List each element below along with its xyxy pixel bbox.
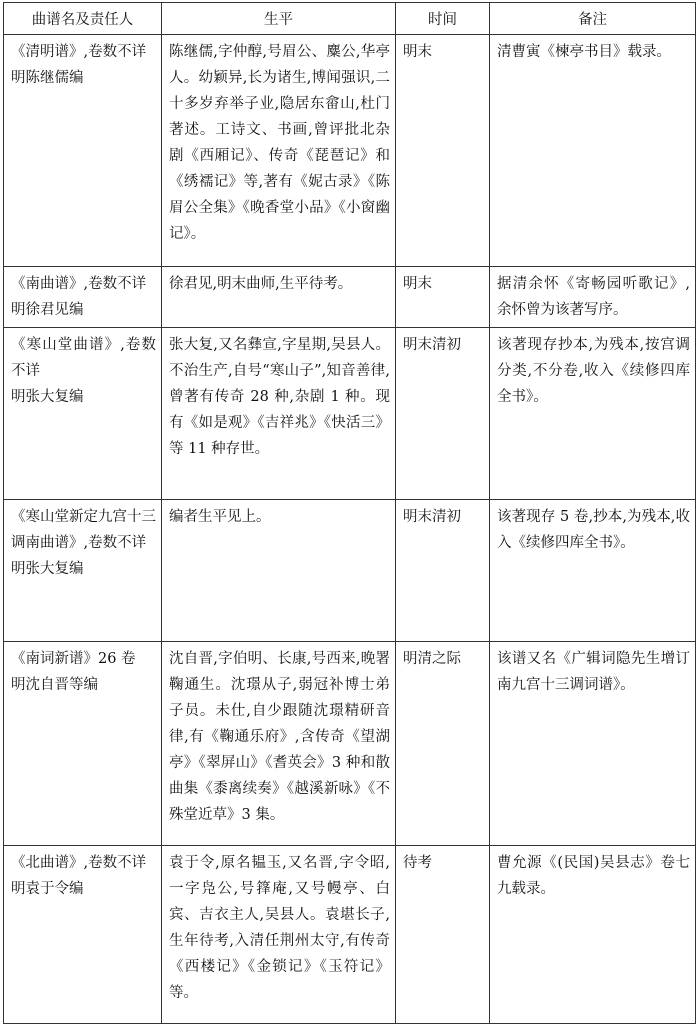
score-editor: 明徐君见编: [11, 302, 84, 318]
cell-time: 明末: [396, 35, 490, 267]
header-row: [4, 3, 696, 35]
cell-name: [4, 846, 162, 1024]
cell-time: 明清之际: [396, 642, 490, 846]
score-editor: 明张大复编: [11, 389, 84, 405]
cell-bio: 沈自晋,字伯明、长康,号西来,晚署鞠通生。沈璟从子,弱冠补博士弟子员。未仕,自少跟随沈璟精研音律,有《鞠通乐府》,含传奇《望湖亭》《翠屏山》《耆英会》3 种和散曲集《黍离续奏》《越溪新咏》《不殊堂近草》3 集。: [162, 642, 396, 846]
score-title: 《南词新谱》26 卷: [11, 651, 136, 667]
score-title: 《北曲谱》,卷数不详: [11, 855, 147, 871]
header-name: 曲谱名及责任人: [4, 3, 162, 35]
header-note: 备注: [490, 3, 696, 35]
score-editor: 明袁于令编: [11, 881, 84, 897]
genealogy-table: [3, 2, 696, 1024]
table-row: [4, 846, 696, 1024]
score-editor: 明沈自晋等编: [11, 677, 98, 693]
cell-note: 该谱又名《广辑词隐先生增订南九宫十三调词谱》。: [490, 642, 696, 846]
score-title: 《南曲谱》,卷数不详: [11, 276, 147, 292]
table-row: [4, 35, 696, 267]
score-title: 《清明谱》,卷数不详: [11, 44, 147, 60]
cell-bio: 编者生平见上。: [162, 500, 396, 642]
cell-note: 据清余怀《寄畅园听歌记》,余怀曾为该著写序。: [490, 267, 696, 328]
table-row: [4, 267, 696, 328]
cell-bio: 徐君见,明末曲师,生平待考。: [162, 267, 396, 328]
cell-name: [4, 642, 162, 846]
cell-time: 待考: [396, 846, 490, 1024]
table-row: [4, 328, 696, 500]
cell-bio: 张大复,又名彝宣,字星期,吴县人。不治生产,自号“寒山子”,知音善律,曾著有传奇 28 种,杂剧 1 种。现有《如是观》《吉祥兆》《快活三》等 11 种存世。: [162, 328, 396, 500]
cell-name: [4, 35, 162, 267]
table-row: [4, 500, 696, 642]
cell-note: 曹允源《(民国)吴县志》卷七九载录。: [490, 846, 696, 1024]
cell-name: [4, 328, 162, 500]
header-bio: 生平: [162, 3, 396, 35]
cell-bio: 陈继儒,字仲醇,号眉公、麋公,华亭人。幼颖异,长为诸生,博闻强识,二十多岁弃举子业,隐居东畲山,杜门著述。工诗文、书画,曾评批北杂剧《西厢记》、传奇《琵琶记》和《绣襦记》等,著有《妮古录》《陈眉公全集》《晚香堂小品》《小窗幽记》。: [162, 35, 396, 267]
header-time: 时间: [396, 3, 490, 35]
cell-time: 明末清初: [396, 328, 490, 500]
cell-time: 明末清初: [396, 500, 490, 642]
cell-name: [4, 267, 162, 328]
score-editor: 明陈继儒编: [11, 70, 84, 86]
cell-note: 该著现存抄本,为残本,按宫调分类,不分卷,收入《续修四库全书》。: [490, 328, 696, 500]
table-row: [4, 642, 696, 846]
cell-bio: 袁于令,原名韫玉,又名晋,字令昭,一字凫公,号箨庵,又号幔亭、白宾、吉衣主人,吴县人。袁堪长子,生年待考,入清任荆州太守,有传奇《西楼记》《金锁记》《玉符记》等。: [162, 846, 396, 1024]
cell-name: [4, 500, 162, 642]
cell-note: 该著现存 5 卷,抄本,为残本,收入《续修四库全书》。: [490, 500, 696, 642]
score-title: 《寒山堂新定九宫十三调南曲谱》,卷数不详: [11, 509, 156, 551]
cell-note: 清曹寅《楝亭书目》载录。: [490, 35, 696, 267]
score-title: 《寒山堂曲谱》,卷数不详: [11, 337, 156, 379]
cell-time: 明末: [396, 267, 490, 328]
score-editor: 明张大复编: [11, 561, 84, 577]
